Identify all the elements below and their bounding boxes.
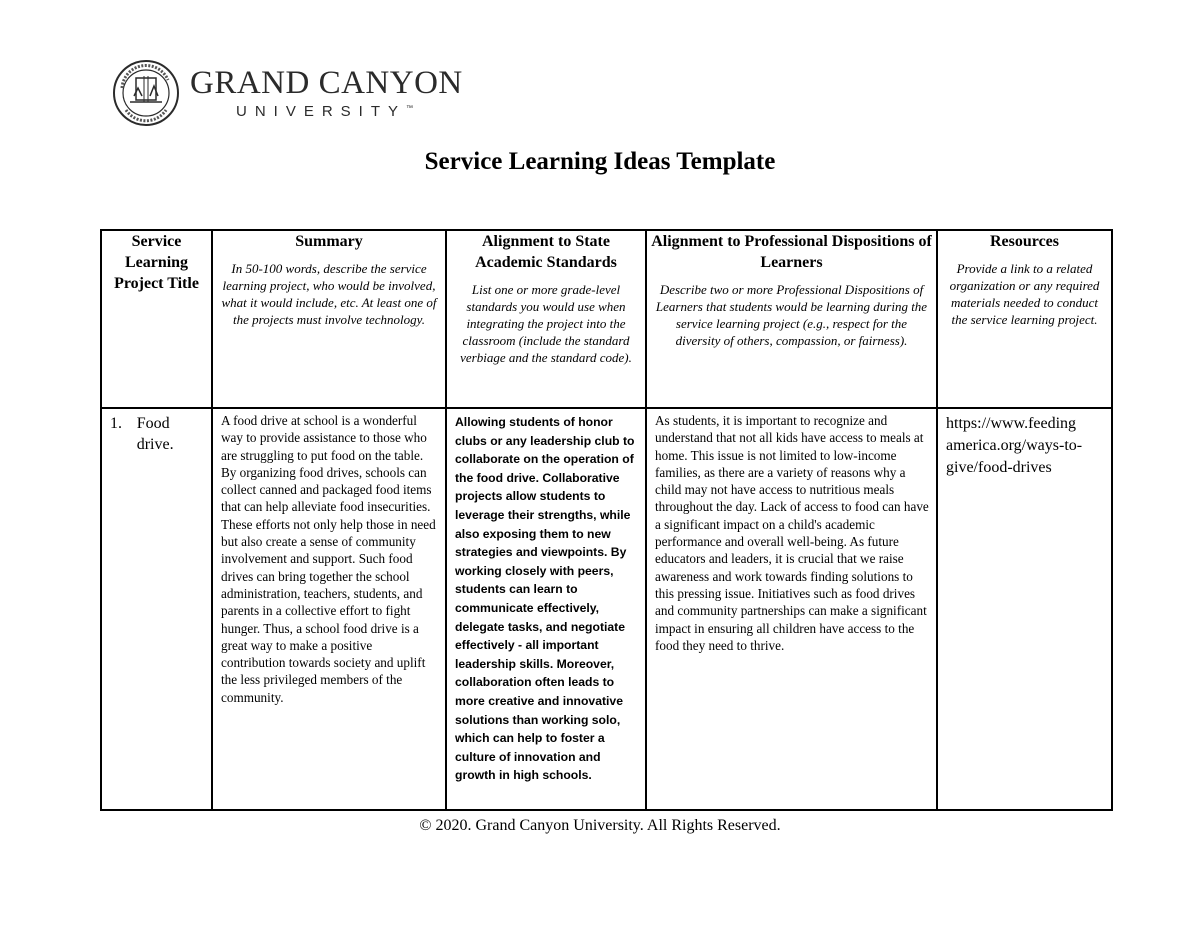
project-number: 1. xyxy=(110,415,122,432)
standards-cell xyxy=(446,408,646,810)
header-standards-instructions: List one or more grade-level standards you would use when integrating the project into the classroom (include the standard verbiage and the standard code). xyxy=(460,282,632,365)
header-dispositions-instructions: Describe two or more Professional Dispositions of Learners that students would be learning during the service learning project (e.g., respect for the diversity of others, compassion, or fairness). xyxy=(655,282,928,348)
summary-cell xyxy=(212,408,446,810)
copyright-footer: © 2020. Grand Canyon University. All Rights Reserved. xyxy=(419,817,781,834)
university-logo xyxy=(108,58,463,128)
project-title-cell xyxy=(101,408,212,810)
ideas-table xyxy=(100,229,1113,811)
university-seal-icon xyxy=(108,58,186,128)
dispositions-text: As students, it is important to recognize and understand that not all kids have access to meals at home. This issue is not limited to low-income families, as there are a variety of reasons why a child may not have access to nutritious meals throughout the day. Lack of access to food can have a significant impact on a child's academic performance and overall well-being. As future educators and leaders, it is crucial that we raise awareness and work towards finding solutions to this pressing issue. Initiatives such as food drives and community partnerships can make a significant impact in ensuring all children have access to the food they need to thrive. xyxy=(655,413,929,653)
resources-cell xyxy=(937,408,1112,810)
resource-link[interactable]: https://www.feeding america.org/ways-to-give/food-drives xyxy=(946,415,1083,476)
dispositions-cell xyxy=(646,408,937,810)
header-resources-instructions: Provide a link to a related organization or any required materials needed to conduct the service learning project. xyxy=(949,261,1100,327)
logo-subtitle: UNIVERSITY™ xyxy=(236,102,414,120)
header-project-title: Service Learning Project Title xyxy=(101,230,212,408)
header-summary: Summary In 50-100 words, describe the service learning project, who would be involved, what it would include, etc. At least one of the projects must involve technology. xyxy=(212,230,446,408)
standards-text: Allowing students of honor clubs or any leadership club to collaborate on the operation of the food drive. Collaborative projects allow students to leverage their strengths, while also exposing them to new strategies and viewpoints. By working closely with peers, students can learn to communicate effectively, delegate tasks, and negotiate effectively - all important leadership skills. Moreover, collaboration often leads to more creative and innovative solutions than working solo, which can help to foster a culture of innovation and growth in high schools. xyxy=(455,415,635,783)
project-title: Food drive. xyxy=(136,415,174,453)
table-header-row xyxy=(101,230,1112,408)
logo-wordmark: GRAND CANYON xyxy=(190,64,463,101)
header-resources: Resources Provide a link to a related organization or any required materials needed to conduct the service learning project. xyxy=(937,230,1112,408)
page-title: Service Learning Ideas Template xyxy=(424,148,776,175)
header-dispositions: Alignment to Professional Dispositions of Learners Describe two or more Professional Dispositions of Learners that students would be learning during the service learning project (e.g., respect for the diversity of others, compassion, or fairness). xyxy=(646,230,937,408)
table-row xyxy=(101,408,1112,810)
summary-text: A food drive at school is a wonderful way to provide assistance to those who are struggling to put food on the table. By organizing food drives, schools can collect canned and packaged food items that can help alleviate food insecurities. These efforts not only help those in need but also create a sense of community involvement and support. Such food drives can bring together the school administration, teachers, students, and parents in a collective effort to fight hunger. Thus, a school food drive is a great way to make a positive contribution towards society and uplift the less privileged members of the community. xyxy=(221,413,436,705)
header-summary-instructions: In 50-100 words, describe the service learning project, who would be involved, what it would include, etc. At least one of the projects must involve technology. xyxy=(221,261,437,327)
header-state-standards: Alignment to State Academic Standards List one or more grade-level standards you would use when integrating the project into the classroom (include the standard verbiage and the standard code). xyxy=(446,230,646,408)
